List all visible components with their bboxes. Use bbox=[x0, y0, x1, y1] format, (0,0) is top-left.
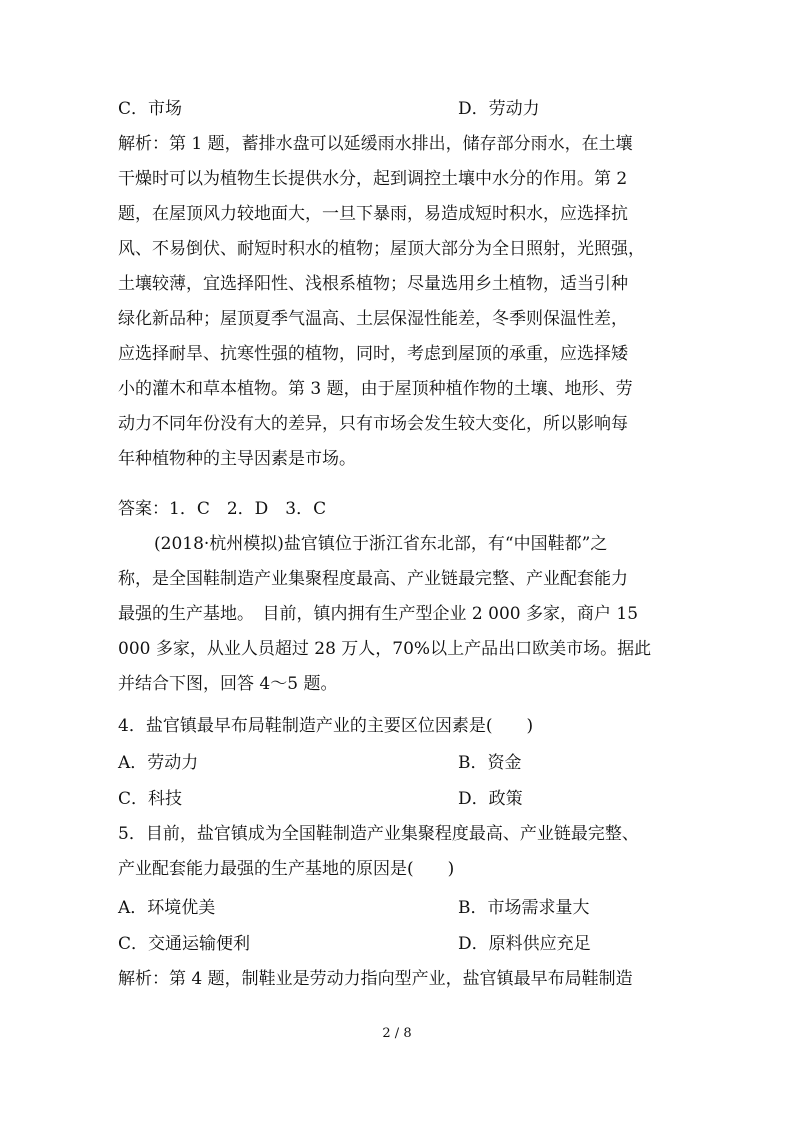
q4-option-b: B．资金 bbox=[458, 753, 522, 773]
analysis-line: 解析：第 1 题，蓄排水盘可以延缓雨水排出，储存部分雨水，在土壤 bbox=[118, 134, 633, 154]
question-5-stem: 5．目前，盐官镇成为全国鞋制造产业集聚程度最高、产业链最完整、 bbox=[118, 824, 639, 844]
analysis-line: 应选择耐旱、抗寒性强的植物，同时，考虑到屋顶的承重，应选择矮 bbox=[118, 344, 628, 364]
q3-option-d: D．劳动力 bbox=[458, 99, 540, 119]
passage-line: 最强的生产基地。 目前，镇内拥有生产型企业 2 000 多家，商户 15 bbox=[118, 604, 639, 624]
q5-option-d: D．原料供应充足 bbox=[458, 934, 591, 954]
q5-option-b: B．市场需求量大 bbox=[458, 898, 590, 918]
passage-line: 称，是全国鞋制造产业集聚程度最高、产业链最完整、产业配套能力 bbox=[118, 569, 628, 589]
q5-option-a: A．环境优美 bbox=[118, 898, 216, 918]
q4-option-c: C．科技 bbox=[118, 789, 183, 809]
analysis-line: 土壤较薄，宜选择阳性、浅根系植物；尽量选用乡土植物，适当引种 bbox=[118, 274, 628, 294]
question-5-stem-cont: 产业配套能力最强的生产基地的原因是( ) bbox=[118, 859, 455, 879]
passage-line: (2018·杭州模拟)盐官镇位于浙江省东北部，有“中国鞋都”之 bbox=[154, 534, 608, 554]
q3-option-c: C．市场 bbox=[118, 99, 183, 119]
answer-line: 答案：1．C 2．D 3．C bbox=[118, 499, 327, 519]
question-4-stem: 4．盐官镇最早布局鞋制造产业的主要区位因素是( ) bbox=[118, 716, 534, 736]
q4-option-d: D．政策 bbox=[458, 789, 523, 809]
q5-option-c: C．交通运输便利 bbox=[118, 934, 251, 954]
passage-line: 并结合下图，回答 4～5 题。 bbox=[118, 674, 338, 694]
passage-line: 000 多家，从业人员超过 28 万人，70%以上产品出口欧美市场。据此 bbox=[118, 639, 652, 659]
analysis-line: 动力不同年份没有大的差异，只有市场会发生较大变化，所以影响每 bbox=[118, 414, 628, 434]
page-number: 2 / 8 bbox=[382, 1026, 412, 1041]
analysis-line: 小的灌木和草本植物。第 3 题，由于屋顶种植作物的土壤、地形、劳 bbox=[118, 379, 633, 399]
analysis-line: 绿化新品种；屋顶夏季气温高、土层保湿性能差，冬季则保温性差， bbox=[118, 309, 628, 329]
analysis-line: 年种植物种的主导因素是市场。 bbox=[118, 449, 356, 469]
analysis-line: 干燥时可以为植物生长提供水分，起到调控土壤中水分的作用。第 2 bbox=[118, 169, 628, 189]
analysis-line: 解析：第 4 题，制鞋业是劳动力指向型产业，盐官镇最早布局鞋制造 bbox=[118, 969, 633, 989]
q4-option-a: A．劳动力 bbox=[118, 753, 199, 773]
analysis-line: 风、不易倒伏、耐短时积水的植物；屋顶大部分为全日照射，光照强， bbox=[118, 239, 645, 259]
analysis-line: 题，在屋顶风力较地面大，一旦下暴雨，易造成短时积水，应选择抗 bbox=[118, 204, 628, 224]
